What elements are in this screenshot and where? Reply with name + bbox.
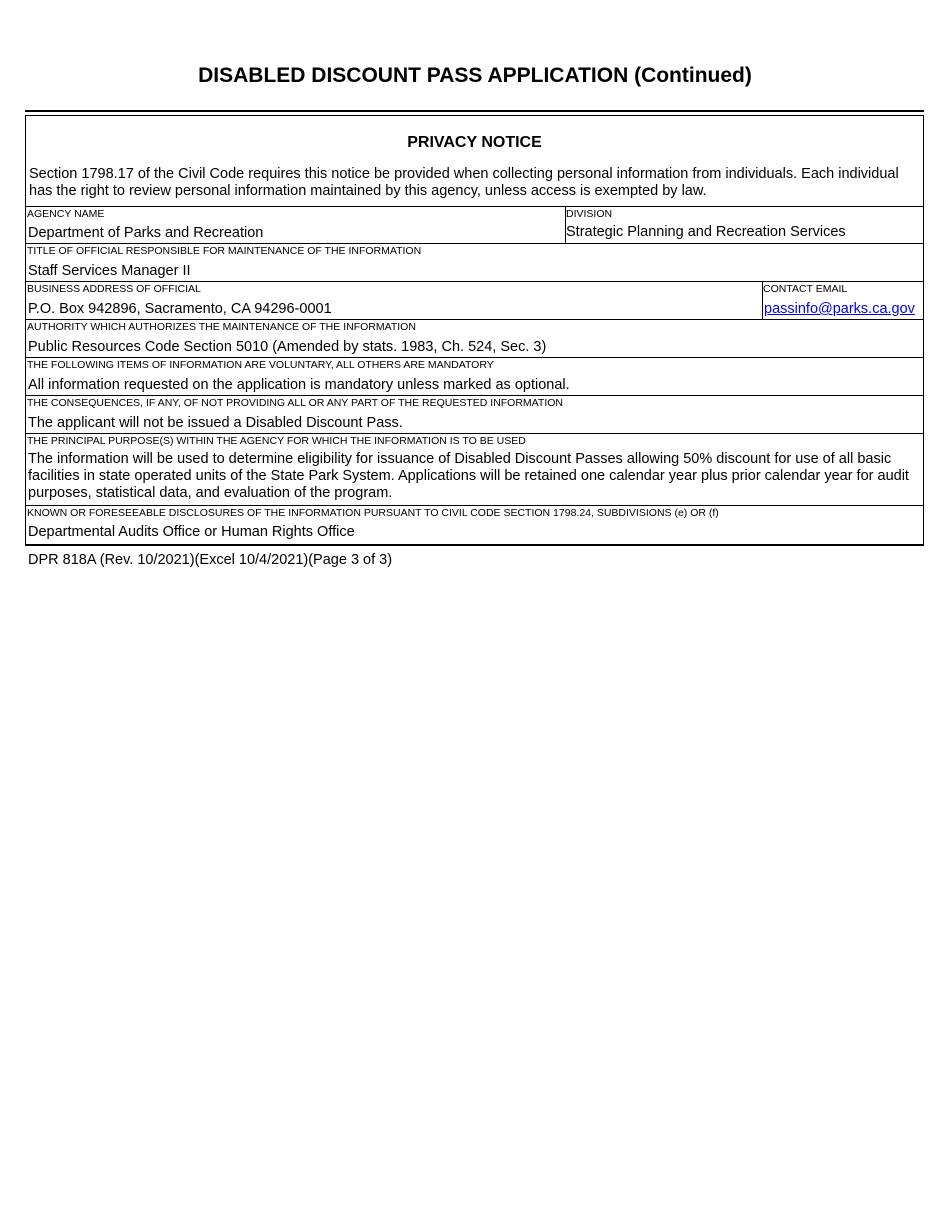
business-address-value: P.O. Box 942896, Sacramento, CA 94296-0001 bbox=[28, 301, 332, 317]
contact-email-label: CONTACT EMAIL bbox=[763, 283, 848, 295]
disclosures-label: KNOWN OR FORESEEABLE DISCLOSURES OF THE INFORMATION PURSUANT TO CIVIL CODE SECTION 1798.24, SUBDIVISIONS (e) OR (f) bbox=[27, 507, 719, 519]
row-divider bbox=[26, 206, 923, 207]
row-divider bbox=[26, 433, 923, 434]
privacy-notice-heading: PRIVACY NOTICE bbox=[407, 134, 542, 151]
business-address-label: BUSINESS ADDRESS OF OFFICIAL bbox=[27, 283, 201, 295]
row-divider bbox=[26, 319, 923, 320]
row-divider bbox=[26, 395, 923, 396]
official-title-value: Staff Services Manager II bbox=[28, 263, 191, 279]
official-title-label: TITLE OF OFFICIAL RESPONSIBLE FOR MAINTENANCE OF THE INFORMATION bbox=[27, 245, 422, 257]
agency-name-label: AGENCY NAME bbox=[27, 208, 105, 220]
page-title: DISABLED DISCOUNT PASS APPLICATION (Continued) bbox=[198, 64, 752, 87]
consequences-value: The applicant will not be issued a Disabled Discount Pass. bbox=[28, 415, 403, 431]
disclosures-value: Departmental Audits Office or Human Rights Office bbox=[28, 524, 355, 540]
row-divider bbox=[26, 505, 923, 506]
privacy-notice-form bbox=[25, 115, 924, 546]
principal-purpose-label: THE PRINCIPAL PURPOSE(S) WITHIN THE AGENCY FOR WHICH THE INFORMATION IS TO BE USED bbox=[27, 435, 526, 447]
row-divider bbox=[26, 243, 923, 244]
title-divider bbox=[25, 110, 924, 112]
form-footer: DPR 818A (Rev. 10/2021)(Excel 10/4/2021)(Page 3 of 3) bbox=[28, 552, 393, 568]
row-divider bbox=[26, 357, 923, 358]
privacy-notice-intro: Section 1798.17 of the Civil Code requires this notice be provided when collecting personal information from individuals. Each individual has the right to review personal information maintained by this agency, unless access is exempted by law. bbox=[29, 166, 899, 199]
agency-name-value: Department of Parks and Recreation bbox=[28, 225, 264, 241]
authority-value: Public Resources Code Section 5010 (Amended by stats. 1983, Ch. 524, Sec. 3) bbox=[28, 339, 547, 355]
authority-label: AUTHORITY WHICH AUTHORIZES THE MAINTENANCE OF THE INFORMATION bbox=[27, 321, 416, 333]
row-divider bbox=[26, 281, 923, 282]
voluntary-items-value: All information requested on the application is mandatory unless marked as optional. bbox=[28, 377, 570, 393]
division-label: DIVISION bbox=[566, 208, 613, 220]
voluntary-items-label: THE FOLLOWING ITEMS OF INFORMATION ARE VOLUNTARY, ALL OTHERS ARE MANDATORY bbox=[27, 359, 494, 371]
principal-purpose-value: The information will be used to determine eligibility for issuance of Disabled Discount Passes allowing 50% discount for use of all basic facilities in state operated units of the State Park System. Applications will be retained one calendar year plus prior calendar year for audit purposes, statistical data, and evaluation of the program. bbox=[28, 451, 909, 501]
division-value: Strategic Planning and Recreation Services bbox=[566, 224, 846, 240]
contact-email-link[interactable]: passinfo@parks.ca.gov bbox=[764, 301, 915, 317]
consequences-label: THE CONSEQUENCES, IF ANY, OF NOT PROVIDING ALL OR ANY PART OF THE REQUESTED INFORMATION bbox=[27, 397, 563, 409]
